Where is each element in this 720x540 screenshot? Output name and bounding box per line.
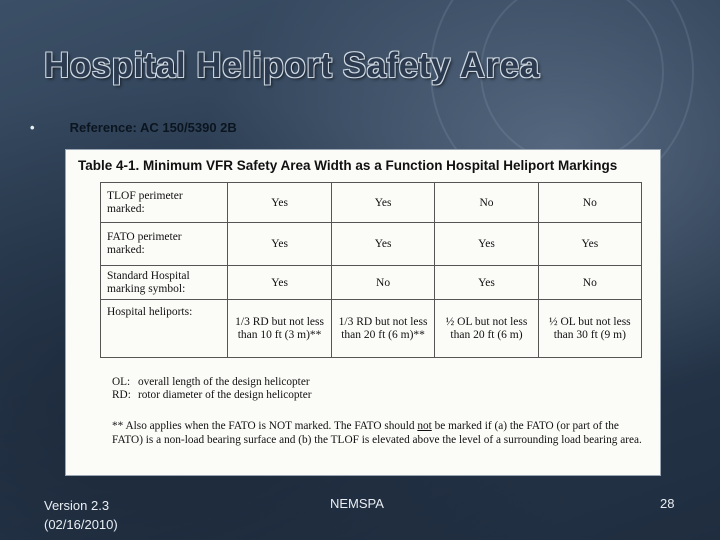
footer-org: NEMSPA — [330, 496, 384, 511]
cell: Yes — [435, 266, 538, 300]
footnote-part2: be marked if (a) the FATO (or part of the FATO) is a non-load bearing surface and (b) the TLOF is elevated above the level of a surrounding load bearing area. — [112, 420, 642, 446]
cell: Yes — [435, 223, 538, 266]
cell: Yes — [538, 223, 641, 266]
cell: Yes — [228, 223, 332, 266]
cell: No — [538, 266, 641, 300]
table-row — [101, 266, 642, 300]
table-row — [101, 183, 642, 223]
footnote-part1: ** Also applies when the FATO is NOT marked. The FATO should — [112, 420, 418, 432]
cell: No — [331, 266, 435, 300]
date-text: (02/16/2010) — [44, 517, 118, 532]
cell: ½ OL but not less than 30 ft (9 m) — [538, 300, 641, 358]
cell: Yes — [331, 183, 435, 223]
footer-version — [44, 496, 118, 534]
reference-bullet — [30, 120, 237, 135]
table-caption: Table 4-1. Minimum VFR Safety Area Width as a Function Hospital Heliport Markings — [78, 158, 618, 173]
bullet-icon: • — [30, 120, 35, 135]
rd-abbr: RD: — [112, 389, 131, 401]
page-number: 28 — [660, 496, 675, 511]
ol-abbr: OL: — [112, 376, 131, 388]
cell: 1/3 RD but not less than 10 ft (3 m)** — [228, 300, 332, 358]
ol-note — [112, 376, 311, 389]
cell: Yes — [228, 183, 332, 223]
footnote-not: not — [417, 420, 432, 432]
row-label: FATO perimeter marked: — [101, 223, 228, 266]
cell: No — [435, 183, 538, 223]
table-row — [101, 300, 642, 358]
row-label: Standard Hospital marking symbol: — [101, 266, 228, 300]
cell: Yes — [228, 266, 332, 300]
rd-text: rotor diameter of the design helicopter — [138, 389, 312, 401]
safety-area-table — [100, 182, 642, 358]
abbreviations — [112, 376, 311, 402]
table-row — [101, 223, 642, 266]
cell: ½ OL but not less than 20 ft (6 m) — [435, 300, 538, 358]
cell: No — [538, 183, 641, 223]
table-image — [66, 150, 660, 475]
ol-text: overall length of the design helicopter — [138, 376, 310, 388]
cell: Yes — [331, 223, 435, 266]
footnote — [112, 420, 652, 447]
row-label: TLOF perimeter marked: — [101, 183, 228, 223]
row-label: Hospital heliports: — [101, 300, 228, 358]
rd-note — [112, 389, 311, 402]
reference-text: Reference: AC 150/5390 2B — [69, 120, 237, 135]
slide-title: Hospital Heliport Safety Area — [44, 46, 540, 85]
cell: 1/3 RD but not less than 20 ft (6 m)** — [331, 300, 435, 358]
version-text: Version 2.3 — [44, 498, 110, 513]
